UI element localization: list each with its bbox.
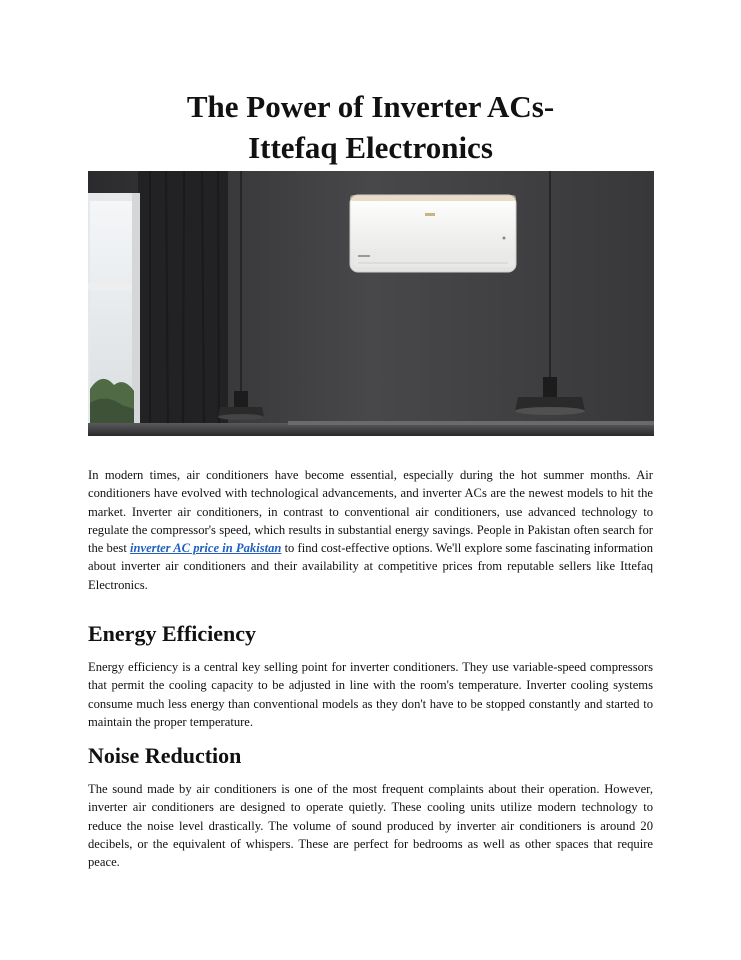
title-line-1: The Power of Inverter ACs-	[186, 89, 555, 124]
energy-efficiency-paragraph: Energy efficiency is a central key selling point for inverter conditioners. They use variable-speed compressors that permit the cooling capacity to be adjusted in line with the room's temperature. Inverter cooling systems consume much less energy than conventional models as they don't have to be stopped constantly and started to maintain the proper temperature.	[88, 660, 653, 729]
inverter-ac-price-link[interactable]: inverter AC price in Pakistan	[130, 541, 282, 556]
hero-image	[88, 171, 654, 436]
intro-text-after-link: to find cost-effective options. We'll explore some fascinating information about inverter air conditioners and their availability at competitive prices from reputable sellers like Ittefaq Electronics.	[88, 541, 653, 592]
page-title	[0, 86, 741, 168]
intro-paragraph	[88, 466, 653, 594]
intro-text-before-link: In modern times, air conditioners have become essential, especially during the hot summer months. Air conditioners have evolved with technological advancements, and inverter ACs are the newest models to hit the market. Inverter air conditioners, in contrast to conventional air conditioners, use advanced technology to regulate the compressor's speed, which results in substantial energy savings. People in Pakistan often search for the best	[88, 468, 653, 556]
noise-reduction-paragraph: The sound made by air conditioners is one of the most frequent complaints about their operation. However, inverter air conditioners are designed to operate quietly. These cooling units utilize modern technology to reduce the noise level drastically. The volume of sound produced by inverter air conditioners is around 20 decibels, or the equivalent of whispers. These are perfect for bedrooms as well as other spaces that require peace.	[88, 782, 653, 870]
section-heading-noise-reduction: Noise Reduction	[88, 743, 242, 768]
section-heading-energy-efficiency: Energy Efficiency	[88, 621, 257, 646]
wall-mounted-air-conditioner-room-photo	[88, 171, 654, 436]
title-line-2: Ittefaq Electronics	[248, 130, 493, 165]
